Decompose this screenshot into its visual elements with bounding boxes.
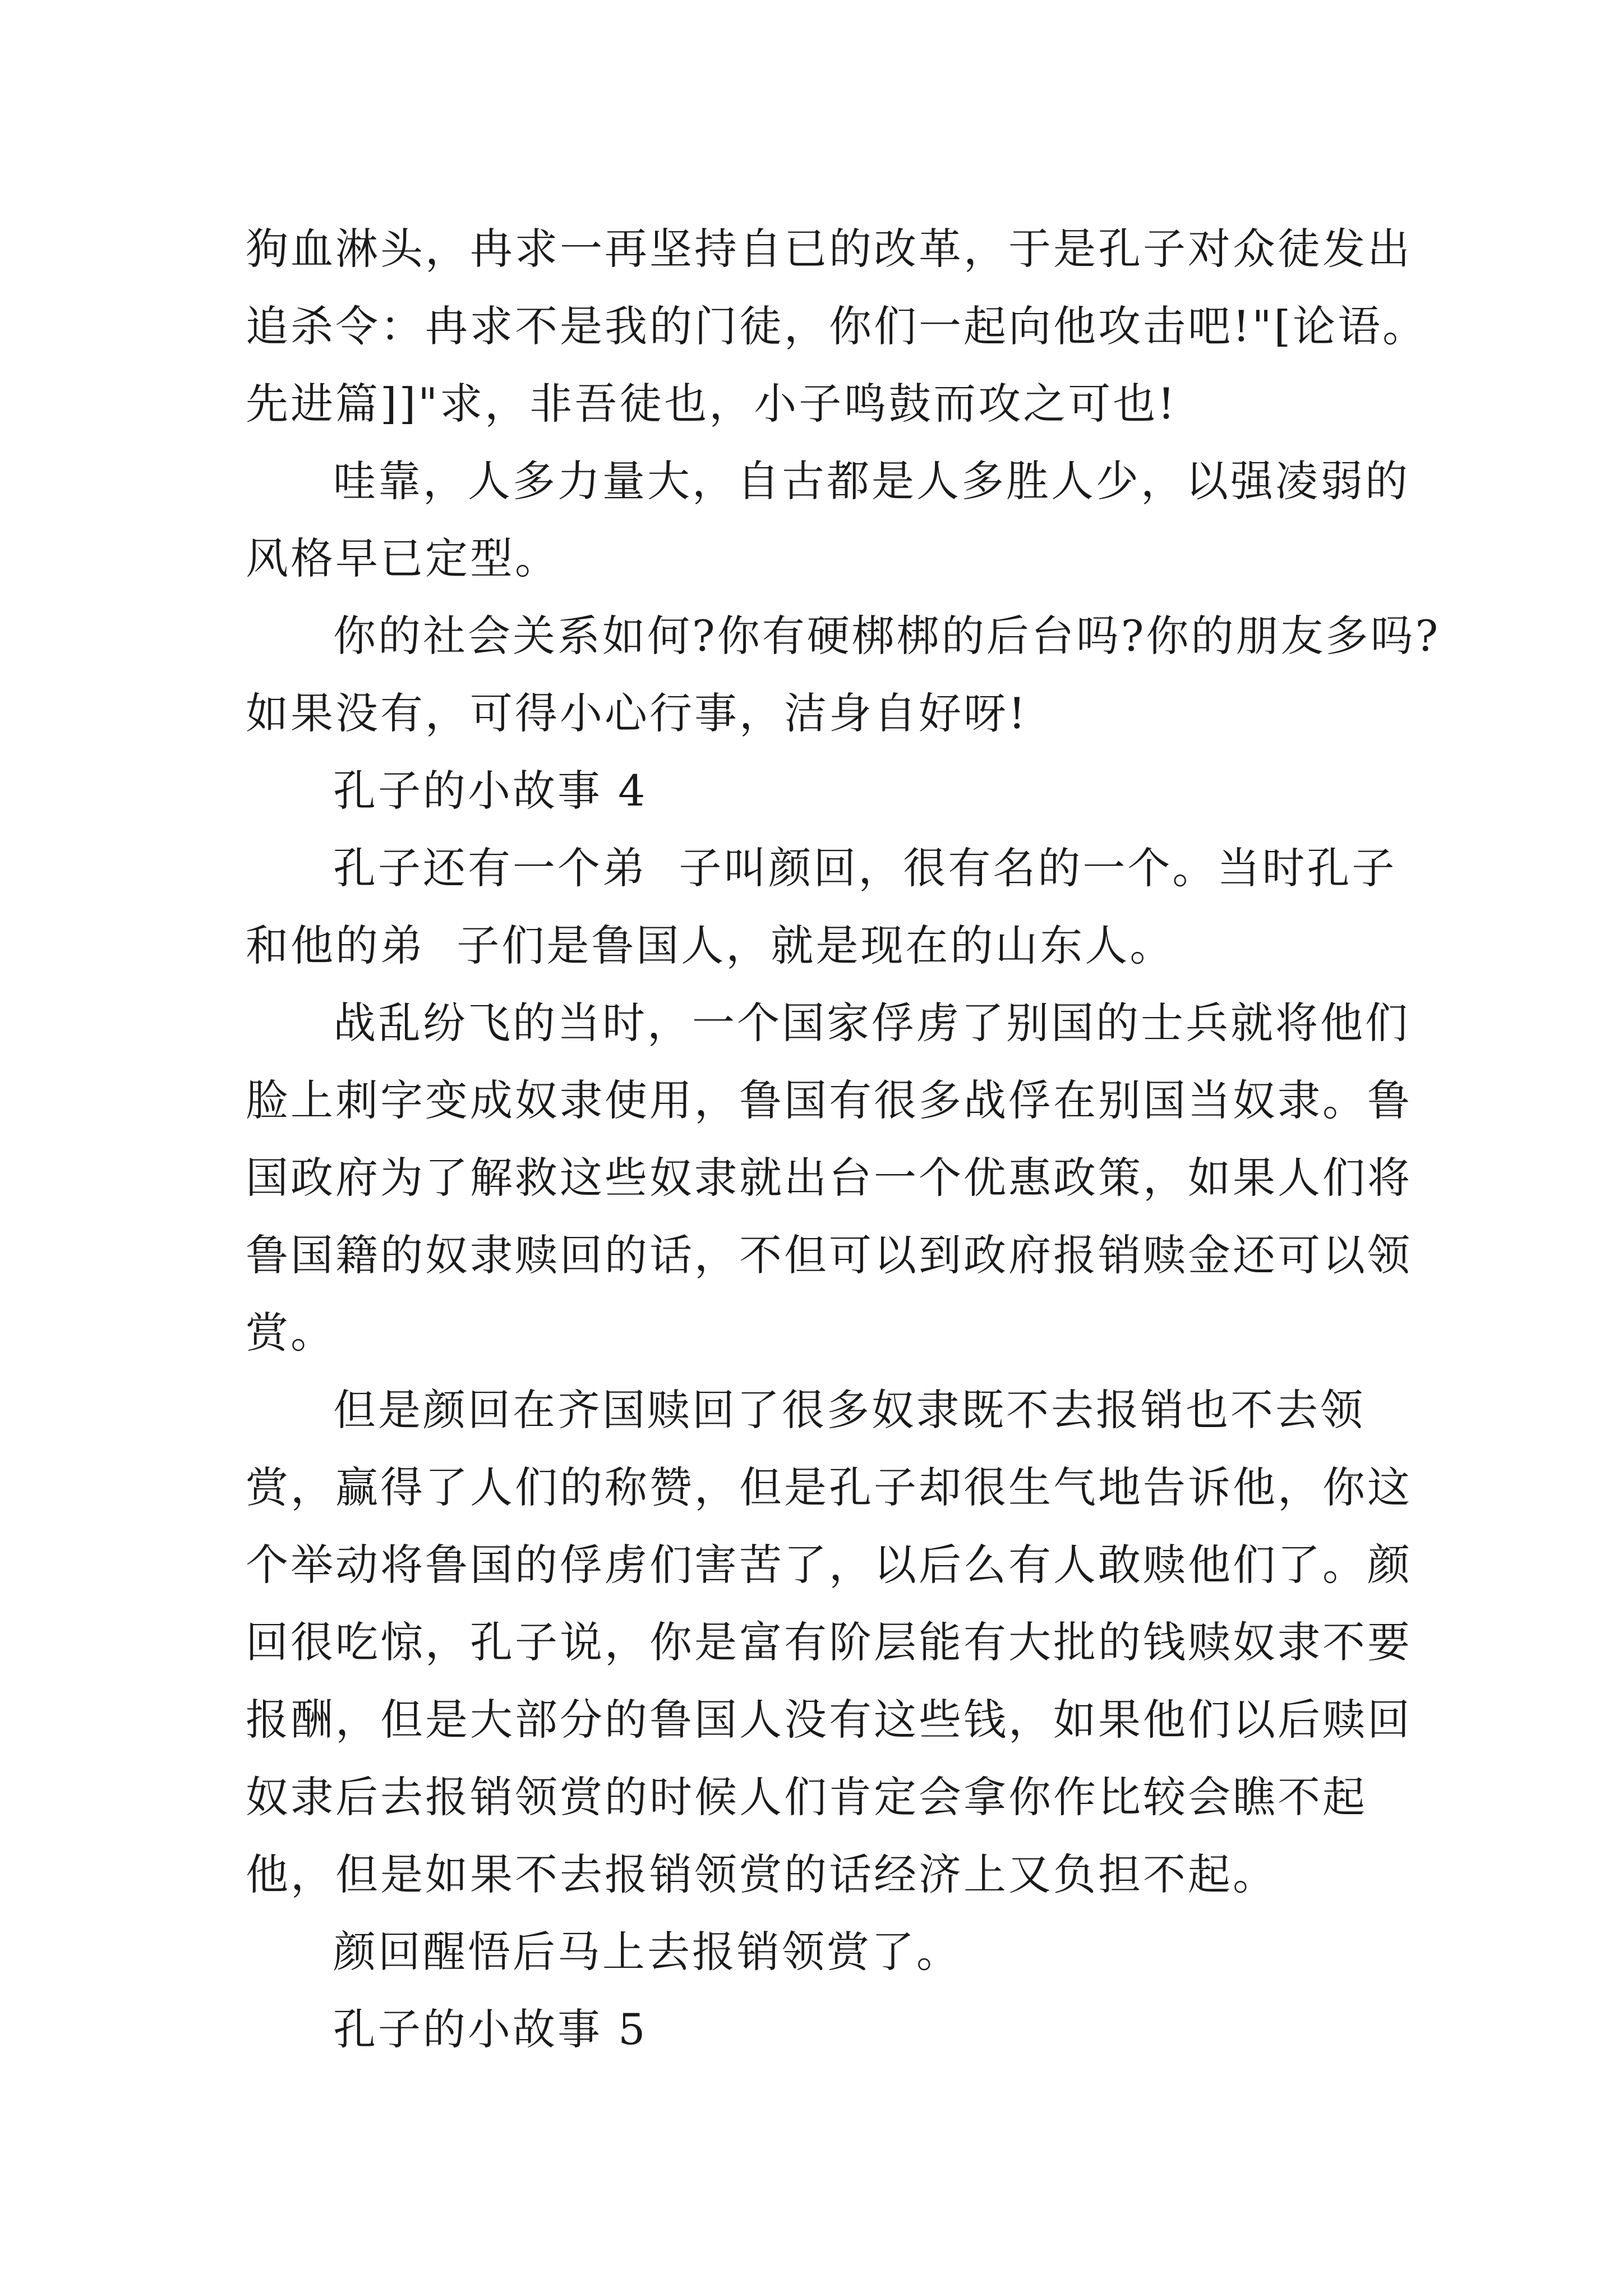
text-line: 如果没有，可得小心行事，洁身自好呀! <box>246 688 1028 738</box>
text-line: 他，但是如果不去报销领赏的话经济上又负担不起。 <box>246 1849 1278 1899</box>
text-line: 追杀令：冉求不是我的门徒，你们一起向他攻击吧!"[论语。 <box>246 301 1428 351</box>
text-line: 鲁国籍的奴隶赎回的话，不但可以到政府报销赎金还可以领 <box>246 1230 1412 1280</box>
document-body <box>246 210 1441 2068</box>
paragraph-start-line: 孔子还有一个弟 子叫颜回，很有名的一个。当时孔子 <box>333 843 1397 893</box>
paragraph-start-line: 战乱纷飞的当时，一个国家俘虏了别国的士兵就将他们 <box>333 998 1410 1048</box>
text-line: 报酬，但是大部分的鲁国人没有这些钱，如果他们以后赎回 <box>246 1695 1412 1745</box>
text-line: 国政府为了解救这些奴隶就出台一个优惠政策，如果人们将 <box>246 1153 1412 1203</box>
text-line: 脸上刺字变成奴隶使用，鲁国有很多战俘在别国当奴隶。鲁 <box>246 1075 1412 1125</box>
text-line: 奴隶后去报销领赏的时候人们肯定会拿你作比较会瞧不起 <box>246 1772 1367 1822</box>
text-line: 赏。 <box>246 1308 335 1358</box>
paragraph-start-line: 你的社会关系如何?你有硬梆梆的后台吗?你的朋友多吗? <box>333 611 1441 661</box>
section-heading: 孔子的小故事 5 <box>333 2004 648 2054</box>
text-line: 狗血淋头，冉求一再坚持自已的改革，于是孔子对众徒发出 <box>246 224 1412 274</box>
text-line: 回很吃惊，孔子说，你是富有阶层能有大批的钱赎奴隶不要 <box>246 1617 1412 1667</box>
paragraph-start-line: 哇靠，人多力量大，自古都是人多胜人少，以强凌弱的 <box>333 456 1410 506</box>
text-line: 赏，赢得了人们的称赞，但是孔子却很生气地告诉他，你这 <box>246 1462 1412 1512</box>
text-line: 风格早已定型。 <box>246 533 560 583</box>
section-heading: 孔子的小故事 4 <box>333 766 648 816</box>
text-line: 个举动将鲁国的俘虏们害苦了，以后么有人敢赎他们了。颜 <box>246 1540 1412 1590</box>
paragraph-start-line: 颜回醒悟后马上去报销领赏了。 <box>333 1927 961 1977</box>
text-line: 先进篇]]"求，非吾徒也，小子鸣鼓而攻之可也! <box>246 379 1177 429</box>
text-line: 和他的弟 子们是鲁国人，就是现在的山东人。 <box>246 921 1175 970</box>
paragraph-start-line: 但是颜回在齐国赎回了很多奴隶既不去报销也不去领 <box>333 1385 1365 1435</box>
